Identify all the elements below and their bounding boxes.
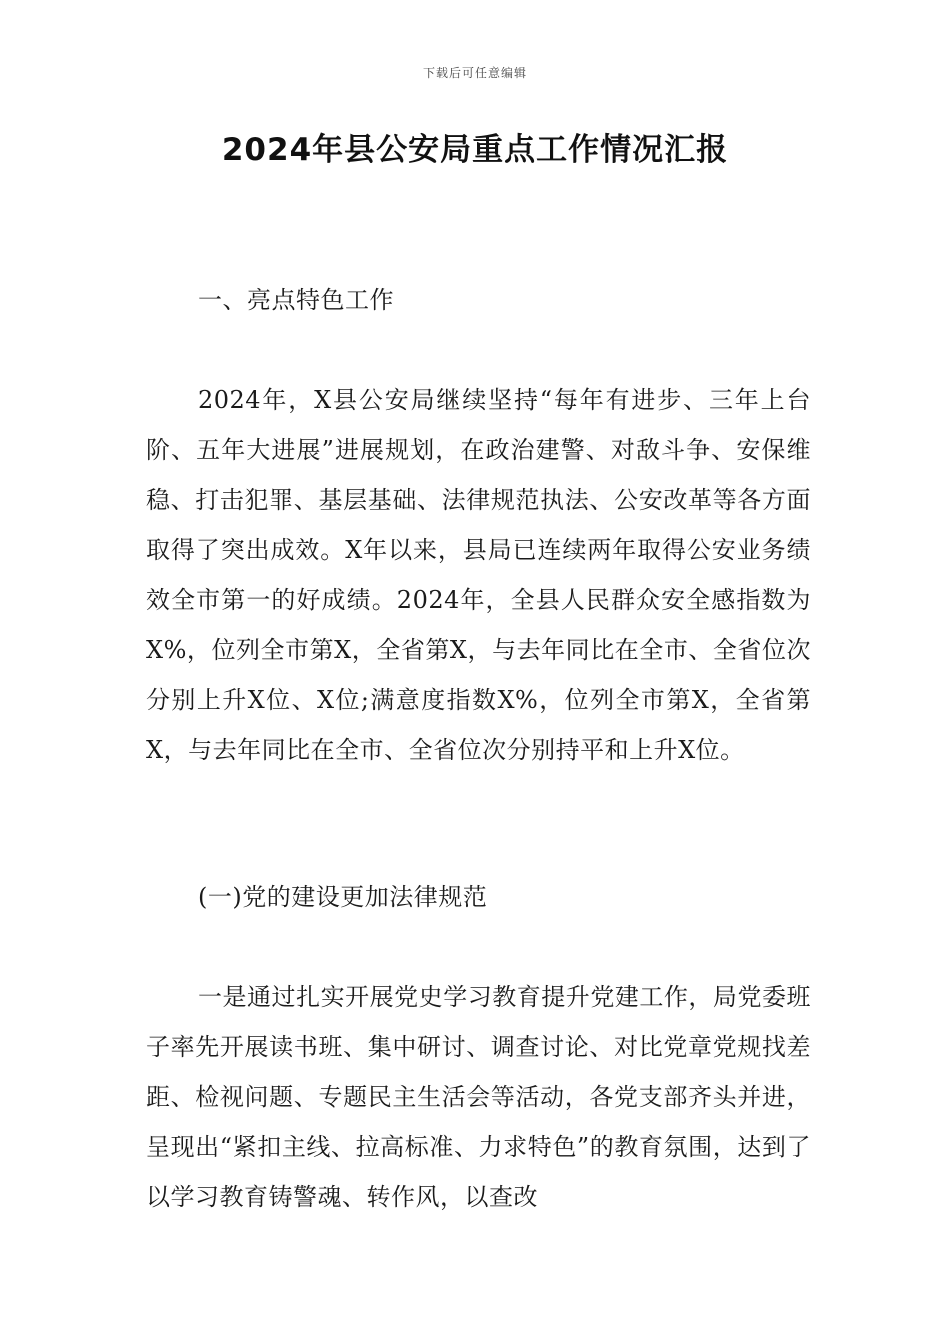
body-paragraph xyxy=(146,375,811,775)
section-heading xyxy=(146,275,811,325)
paragraph-text: 一是通过扎实开展党史学习教育提升党建工作，局党委班子率先开展读书班、集中研讨、调查讨论、对比党章党规找差距、检视问题、专题民主生活会等活动，各党支部齐头并进，呈现出“紧扣主线、拉高标准、力求特色”的教育氛围，达到了以学习教育铸警魂、转作风，以查改 xyxy=(146,983,811,1211)
header-note: 下载后可任意编辑 xyxy=(422,66,527,80)
subsection-heading-text: (一)党的建设更加法律规范 xyxy=(198,883,488,911)
section-heading-text: 一、亮点特色工作 xyxy=(198,286,394,314)
body-paragraph xyxy=(146,972,811,1222)
document-title: 2024年县公安局重点工作情况汇报 xyxy=(221,132,729,168)
paragraph-text: 2024年，X县公安局继续坚持“每年有进步、三年上台阶、五年大进展”进展规划，在政治建警、对敌斗争、安保维稳、打击犯罪、基层基础、法律规范执法、公安改革等各方面取得了突出成效。X年以来，县局已连续两年取得公安业务绩效全市第一的好成绩。2024年，全县人民群众安全感指数为X%，位列全市第X，全省第X，与去年同比在全市、全省位次分别上升X位、X位;满意度指数X%，位列全市第X，全省第X，与去年同比在全市、全省位次分别持平和上升X位。 xyxy=(146,386,811,764)
subsection-heading xyxy=(146,872,811,922)
